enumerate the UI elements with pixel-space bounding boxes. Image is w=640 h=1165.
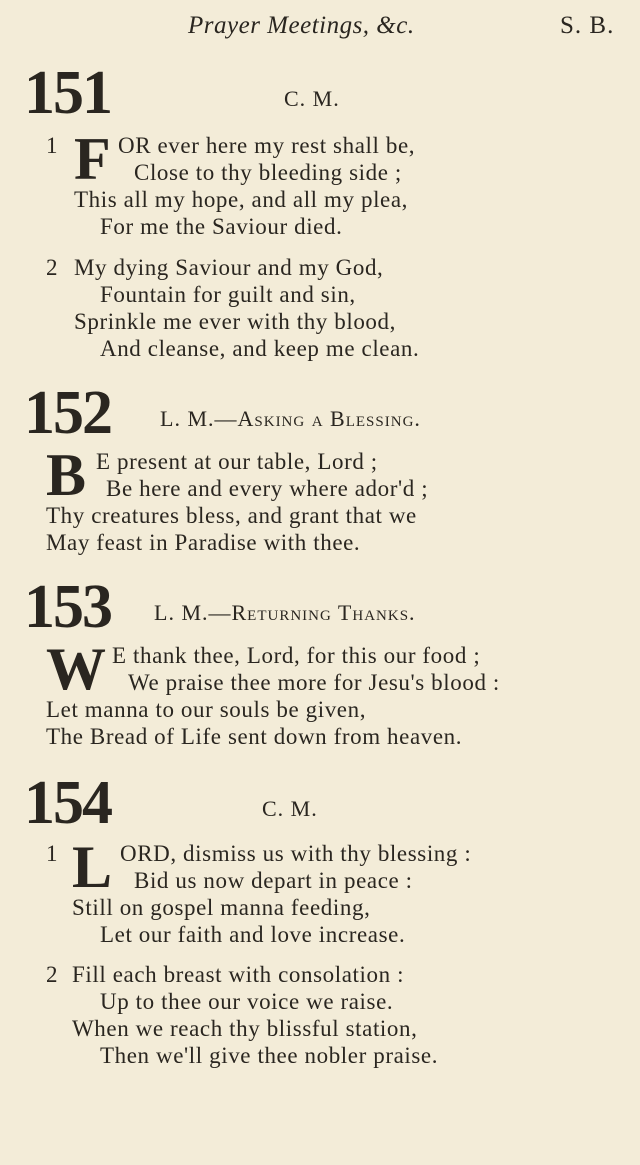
verse-line: The Bread of Life sent down from heaven. — [46, 724, 463, 749]
verse-number: 2 — [46, 255, 58, 280]
verse-line: We praise thee more for Jesu's blood : — [128, 670, 500, 695]
verse-line: E thank thee, Lord, for this our food ; — [112, 643, 481, 668]
hymn-153 — [0, 573, 640, 756]
verse-line: My dying Saviour and my God, — [74, 255, 384, 280]
hymn-subtitle: Returning Thanks. — [231, 600, 416, 625]
drop-cap: B — [46, 442, 87, 508]
hymn-meter — [154, 600, 416, 626]
hymn-meter: C. M. — [262, 796, 318, 821]
page-header — [0, 10, 640, 42]
drop-cap: W — [46, 636, 106, 702]
hymn-number: 151 — [24, 59, 111, 127]
hymn-meter — [160, 406, 421, 432]
signature-mark: S. B. — [560, 12, 615, 39]
verse-line: Let our faith and love increase. — [100, 922, 406, 947]
hymn-152 — [0, 379, 640, 562]
verse-line: And cleanse, and keep me clean. — [100, 336, 420, 361]
verse-line: Sprinkle me ever with thy blood, — [74, 309, 396, 334]
verse-line: OR ever here my rest shall be, — [118, 133, 416, 158]
verse-line: Close to thy bleeding side ; — [134, 160, 402, 185]
verse-line: Up to thee our voice we raise. — [100, 989, 394, 1014]
hymn-subtitle: Asking a Blessing. — [237, 406, 421, 431]
drop-cap: F — [74, 126, 111, 192]
meter-label: L. M.— — [154, 600, 232, 625]
drop-cap: L — [72, 834, 113, 900]
verse-line: Be here and every where ador'd ; — [106, 476, 429, 501]
hymn-154 — [0, 769, 640, 1102]
verse-line: For me the Saviour died. — [100, 214, 343, 239]
verse-line: Bid us now depart in peace : — [134, 868, 413, 893]
hymn-number: 152 — [24, 379, 111, 447]
verse-number: 1 — [46, 841, 58, 866]
verse-line: Then we'll give thee nobler praise. — [100, 1043, 439, 1068]
hymn-meter: C. M. — [284, 86, 340, 111]
running-title: Prayer Meetings, &c. — [188, 12, 415, 39]
verse-number: 2 — [46, 962, 58, 987]
verse-line: E present at our table, Lord ; — [96, 449, 378, 474]
hymn-number: 153 — [24, 573, 111, 641]
verse-line: Still on gospel manna feeding, — [72, 895, 371, 920]
verse-line: May feast in Paradise with thee. — [46, 530, 361, 555]
meter-label: L. M.— — [160, 406, 238, 431]
hymn-number: 154 — [24, 769, 111, 837]
verse-number: 1 — [46, 133, 58, 158]
verse-line: This all my hope, and all my plea, — [74, 187, 409, 212]
verse-line: Fill each breast with consolation : — [72, 962, 405, 987]
verse-line: Thy creatures bless, and grant that we — [46, 503, 417, 528]
verse-line: Fountain for guilt and sin, — [100, 282, 356, 307]
verse-line: Let manna to our souls be given, — [46, 697, 367, 722]
verse-line: When we reach thy blissful station, — [72, 1016, 418, 1041]
verse-line: ORD, dismiss us with thy blessing : — [120, 841, 472, 866]
hymn-151 — [0, 59, 640, 362]
